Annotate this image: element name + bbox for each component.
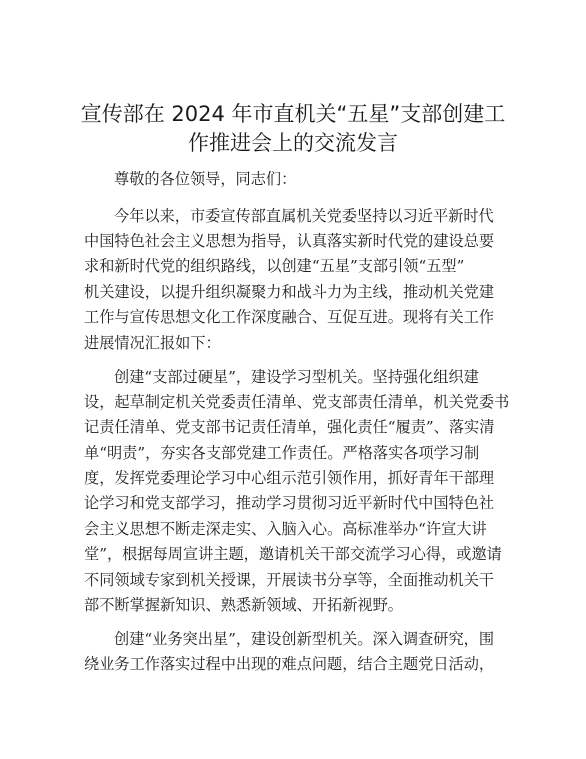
paragraph-gap xyxy=(84,192,504,203)
document-title xyxy=(70,100,516,158)
paragraph-line: 记责任清单、党支部书记责任清单，强化责任“履责”、落实清 xyxy=(84,418,495,437)
paragraph-line: 中国特色社会主义思想为指导，认真落实新时代党的建设总要 xyxy=(84,231,495,250)
paragraph-gap xyxy=(84,356,504,365)
paragraph-gap xyxy=(84,618,504,627)
paragraph-line: 部不断掌握新知识、熟悉新领域、开拓新视野。 xyxy=(84,596,403,615)
paragraph-line: 论学习和党支部学习，推动学习贯彻习近平新时代中国特色社 xyxy=(84,494,495,513)
document-body xyxy=(84,167,510,678)
title-line: 作推进会上的交流发言 xyxy=(188,131,398,155)
salutation: 尊敬的各位领导，同志们： xyxy=(114,170,297,188)
paragraph-line: 进展情况汇报如下： xyxy=(84,333,221,352)
paragraph-line: 创建“业务突出星”，建设创新型机关。深入调查研究，围 xyxy=(114,630,495,649)
paragraph-line: 不同领域专家到机关授课，开展读书分享等，全面推动机关干 xyxy=(84,570,495,589)
paragraph-line: 会主义思想不断走深走实、入脑入心。高标准举办“许宣大讲 xyxy=(84,519,487,538)
paragraph-line: 单“明责”，夯实各支部党建工作责任。严格落实各项学习制 xyxy=(84,443,480,462)
paragraph-business-star xyxy=(84,627,504,678)
paragraph-line: 创建“支部过硬星”，建设学习型机关。坚持强化组织建 xyxy=(114,367,479,386)
paragraph-line: 机关建设，以提升组织凝聚力和战斗力为主线，推动机关党建 xyxy=(84,282,495,301)
paragraph-line: 求和新时代党的组织路线，以创建“五星”支部引领“五型” xyxy=(84,257,465,276)
title-line: 宣传部在 2024 年市直机关“五星”支部创建工 xyxy=(80,102,506,126)
paragraph-intro xyxy=(84,204,504,356)
paragraph-line: 工作与宣传思想文化工作深度融合、互促互进。现将有关工作 xyxy=(84,308,495,327)
paragraph-line: 今年以来，市委宣传部直属机关党委坚持以习近平新时代 xyxy=(114,206,494,225)
paragraph-branch-star xyxy=(84,365,510,619)
paragraph-line: 设，起草制定机关党委责任清单、党支部责任清单，机关党委书 xyxy=(84,392,510,411)
paragraph-line: 度，发挥党委理论学习中心组示范引领作用，抓好青年干部理 xyxy=(84,469,495,488)
paragraph-line: 绕业务工作落实过程中出现的难点问题，结合主题党日活动， xyxy=(84,655,495,674)
paragraph-line: 堂”，根据每周宣讲主题，邀请机关干部交流学习心得，或邀请 xyxy=(84,545,502,564)
